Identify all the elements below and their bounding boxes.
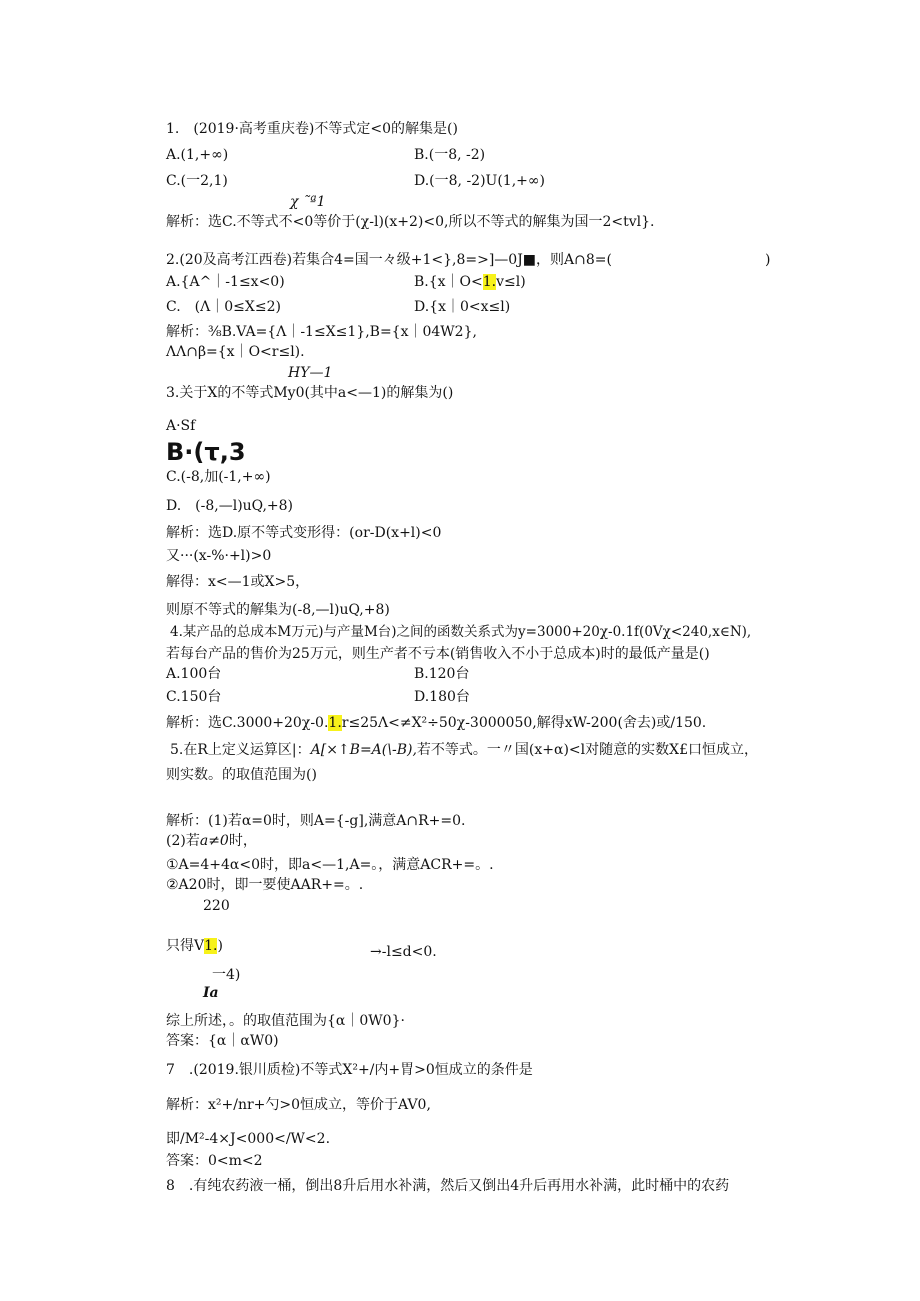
q2-solution-line2: ΛΛ∩β={x｜O<r≤l). xyxy=(166,344,305,360)
q4-option-d: D.180台 xyxy=(414,689,470,705)
q1-fragment: χ ˜ª1 xyxy=(290,194,326,210)
q3-fragment: HY—1 xyxy=(288,365,333,381)
q7-answer: 答案：0<m<2 xyxy=(166,1153,263,1169)
q2-option-c: C. (Λ｜0≤X≤2) xyxy=(166,299,281,315)
q4-stem-line2: 若每台产品的售价为25万元，则生产者不亏本(销售收入不小于总成本)时的最低产量是() xyxy=(166,646,710,662)
q2-option-a: A.{A^｜-1≤x<0) xyxy=(166,274,285,290)
q5-solution-line4: ②A20时，即一要使AAR+=。. xyxy=(166,877,364,893)
q4-stem-line1: 4.某产品的总成本M万元)与产量M台)之间的函数关系式为y=3000+20χ-0.1f(0Vχ<240,x∈N), xyxy=(170,624,752,640)
q3-solution-line1: 解析：选D.原不等式变形得：(or-D(x+l)<0 xyxy=(166,525,442,541)
q2-solution-line1: 解析：⅜B.VA={Λ｜-1≤X≤1},B={x｜04W2}, xyxy=(166,324,477,340)
q3-solution-line3: 解得：x<—1或X>5， xyxy=(166,574,310,590)
q2-option-d: D.{x｜0<x≤l) xyxy=(414,299,511,315)
q5-only-get: 只得V1.) xyxy=(166,938,223,954)
q5-arrow-result: →-l≤d<0. xyxy=(370,944,437,960)
q3-option-a: A·Sf xyxy=(166,418,196,434)
q1-option-c: C.(一2,1) xyxy=(166,173,228,189)
q4-option-b: B.120台 xyxy=(414,666,470,682)
q4-option-c: C.150台 xyxy=(166,689,222,705)
q3-option-b: B·(τ,3 xyxy=(166,438,246,466)
q4-solution: 解析：选C.3000+20χ-0.1.r≤25Λ<≠X²÷50χ-3000050,解得xW-200(舍去)或/150. xyxy=(166,715,707,731)
q5-stem-line1: 5.在R上定义运算区|：A[×↑B=A(\-B),若不等式。一〃国(x+α)<l对随意的实数X£口恒成立， xyxy=(170,742,758,758)
q3-option-d: D. (-8,—l)uQ,+8) xyxy=(166,498,294,514)
q5-solution-line2: (2)若a≠0时， xyxy=(166,833,257,849)
q5-summary: 综上所述，。的取值范围为{α｜0W0}· xyxy=(166,1013,405,1029)
q5-answer: 答案：{α｜αW0) xyxy=(166,1033,279,1049)
q7-solution-line1: 解析：x²+/nr+勺>0恒成立，等价于AV0, xyxy=(166,1097,431,1113)
q3-stem: 3.关于X的不等式My0(其中a<—1)的解集为() xyxy=(166,385,454,401)
q5-ia: Ia xyxy=(203,985,219,1001)
q5-number-220: 220 xyxy=(203,898,230,914)
q1-option-a: A.(1,+∞) xyxy=(166,147,229,163)
highlight-mark: 1. xyxy=(482,274,497,290)
q2-option-b: B.{x｜O<1.v≤l) xyxy=(414,274,526,290)
q5-stem-line2: 则实数。的取值范围为() xyxy=(166,767,317,783)
q2-stem: 2.(20及高考江西卷)若集合4=国一々级+1<},8=>]—0J■，则A∩8=( xyxy=(166,252,612,268)
q3-solution-line4: 则原不等式的解集为(-8,—l)uQ,+8) xyxy=(166,602,390,618)
q3-solution-line2: 又···(x-%·+l)>0 xyxy=(166,548,272,564)
q3-option-c: C.(-8,加(-1,+∞) xyxy=(166,469,271,485)
q4-option-a: A.100台 xyxy=(166,666,222,682)
q1-stem: 1. (2019·高考重庆卷)不等式定<0的解集是() xyxy=(166,121,458,137)
q5-fraction-part: 一4) xyxy=(212,967,241,983)
q5-solution-line1: 解析：(1)若α=0时，则A={-g],满意A∩R+=0. xyxy=(166,813,466,829)
q7-stem: 7 .(2019.银川质检)不等式X²+/内+胃>0恒成立的条件是 xyxy=(166,1062,533,1078)
q1-option-b: B.(一8, -2) xyxy=(414,147,486,163)
q1-option-d: D.(一8, -2)U(1,+∞) xyxy=(414,173,546,189)
q8-stem: 8 .有纯农药液一桶，倒出8升后用水补满，然后又倒出4升后再用水补满，此时桶中的农药 xyxy=(166,1178,730,1194)
q5-solution-line3: ①A=4+4α<0时，即a<—1,A=。，满意ACR+=。. xyxy=(166,857,494,873)
highlight-mark: 1. xyxy=(328,715,342,731)
highlight-mark: 1. xyxy=(204,938,218,954)
q2-paren-close: ) xyxy=(765,252,771,268)
q1-solution: 解析：选C.不等式不<0等价于(χ-l)(x+2)<0,所以不等式的解集为国一2<tvl}. xyxy=(166,214,655,230)
q7-solution-line2: 即/M²-4×J<000</W<2. xyxy=(166,1131,331,1147)
